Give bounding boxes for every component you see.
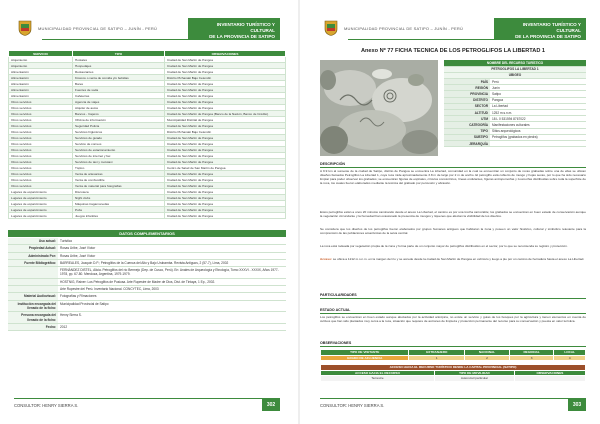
table-cell: Alquiler de autos xyxy=(73,105,165,111)
complementary-key: Uso actual: xyxy=(8,238,58,245)
table-cell: Máquinas tragamonedas xyxy=(73,201,165,207)
sheet-key: ALTITUD xyxy=(444,110,490,116)
description-paragraph: A 9.9 km al suroeste de la ciudad de Satipo, distrito de Pangoa se encuentra La Libertad, comunidad en la cual se encuentran un conjunto de rocas grabadas sobre una de ellas se ubican diseños llamados Petroglifos La Libertad 1, cuya roca mide aproximadamente 3.8 m de largo por 2 m de ancho. El petroglifo está cubierto de musgo y hojas secas, por lo que ha sido necesario limpiar para poder observar los grabados; se encuentran figuras de espirales, círculos concéntricos, líneas ondulantes, figuras antropomorfas y zoomorfas distribuidas sobre toda la superficie de la roca, los cuales fueron elaborados mediante la técnica del grabado por percusión y abrasión. xyxy=(320,169,586,186)
sheet-value: 1252 m.s.n.m. xyxy=(490,110,586,116)
table-cell: Ciudad de San Martín de Pangoa (Banco de la Nación, Banco de Crédito) xyxy=(165,111,286,117)
table-cell: Pubs xyxy=(73,207,165,213)
table-cell: Otros servicios xyxy=(9,177,73,183)
table-cell: Bancos - Cajeros xyxy=(73,111,165,117)
complementary-row xyxy=(8,267,286,279)
grade-value: 2 xyxy=(465,355,510,361)
table-cell: Ciudad de San Martín de Pangoa xyxy=(165,159,286,165)
table-cell: Servicios de guiado xyxy=(73,135,165,141)
table-cell: Lugares de esparcimiento xyxy=(9,213,73,219)
sheet-key: CATEGORÍA xyxy=(444,122,490,128)
table-cell: Ciudad de San Martín de Pangoa xyxy=(165,57,286,63)
complementary-row xyxy=(8,252,286,259)
visitor-col-header: REGIONAL xyxy=(509,350,554,356)
visitor-col-header: NACIONAL xyxy=(465,350,510,356)
table-cell: Ciudad de San Martín de Pangoa xyxy=(165,141,286,147)
table-cell: Ciudad de San Martín de Pangoa xyxy=(165,93,286,99)
complementary-row xyxy=(8,278,286,285)
page-number: 303 xyxy=(568,399,586,411)
table-cell: Alojamiento xyxy=(9,57,73,63)
sheet-key: DISTRITO xyxy=(444,97,490,103)
complementary-row xyxy=(8,238,286,245)
table-cell: Otros servicios xyxy=(9,153,73,159)
visitor-type-header: TIPO DE VISITANTE xyxy=(321,350,409,356)
table-cell: Agencia de viajes xyxy=(73,99,165,105)
complementary-table xyxy=(8,238,286,331)
table-cell: Ciudad de San Martín de Pangoa xyxy=(165,63,286,69)
table-cell: Ciudad de San Martín de Pangoa xyxy=(165,123,286,129)
table-cell: Municipalidad Distrital de Pangoa xyxy=(165,117,286,123)
complementary-value: Arte Rupestre del Perú. Inventario Nacional. CONCYTEC, Lima, 2003 xyxy=(58,286,286,293)
table-cell: Kioscos o venta de comida y/o bebidas xyxy=(73,75,165,81)
table-cell: Restaurantes xyxy=(73,69,165,75)
sheet-value: Manifestaciones culturales xyxy=(490,122,586,128)
table-cell: Bares xyxy=(73,81,165,87)
header-title-line1: INVENTARIO TURÍSTICO Y CULTURAL xyxy=(216,22,275,33)
table-cell: Otros servicios xyxy=(9,183,73,189)
access-label: Acceso: xyxy=(320,257,333,261)
header-rule xyxy=(348,39,494,40)
sheet-key: REGIÓN xyxy=(444,85,490,91)
complementary-value: BARREALES, Joaquín D.P.; Petroglifos de la Cuenca del Alto y Bajo Urubamba. Revista Antiguos, 2 (57-7), Lima, 2002 xyxy=(58,259,286,266)
table-cell: Alimentación xyxy=(9,75,73,81)
municipality-logo-icon xyxy=(324,20,338,36)
petroglyph-photo xyxy=(320,60,438,156)
column-header: TIPO xyxy=(73,51,165,57)
complementary-value: Henry Sierra S. xyxy=(58,312,286,324)
complementary-row xyxy=(8,245,286,252)
table-cell: Alojamiento xyxy=(9,63,73,69)
sheet-value: La Libertad xyxy=(490,103,586,109)
table-cell: Tópico xyxy=(73,165,165,171)
table-row xyxy=(9,213,286,219)
table-cell: Alimentación xyxy=(9,69,73,75)
table-cell: Servicios higiénicos xyxy=(73,129,165,135)
complementary-row xyxy=(8,286,286,293)
table-cell: Otros servicios xyxy=(9,111,73,117)
services-table xyxy=(8,50,286,219)
table-cell: Ciudad de San Martín de Pangoa xyxy=(165,189,286,195)
visitor-col-header: LOCAL xyxy=(554,350,586,356)
complementary-key: Administrado Por: xyxy=(8,252,58,259)
footer-consultant: CONSULTOR: HENRY SIERRA S. xyxy=(320,403,385,408)
table-cell: Otros servicios xyxy=(9,141,73,147)
access-table xyxy=(320,364,586,382)
table-cell: Ciudad de San Martín de Pangoa xyxy=(165,201,286,207)
particularidades-title: PARTICULARIDADES xyxy=(320,293,586,299)
complementary-value: HOSTNIG, Rainer: Los Petroglifos de Pusiusa. Arte Rupestre de Madre de Dios, Dist. de Tintaya, 1 Ep., 2002. xyxy=(58,278,286,285)
table-cell: Alimentación xyxy=(9,93,73,99)
description-title: DESCRIPCIÓN xyxy=(320,162,586,168)
complementary-key: Material Audiovisual: xyxy=(8,293,58,300)
grade-value: 4 xyxy=(554,355,586,361)
table-cell: Venta de material para fotografías xyxy=(73,183,165,189)
table-cell: Distrito Pichanaki Bajo Celendín xyxy=(165,129,286,135)
access-text: se ubica a 1212 m.s.n.m. en la margen del río y se accede desde la ciudad de San Martín de Pangoa en vehículo y luego a pie por un camino de herradura hasta el anexo La Libertad. xyxy=(332,257,585,261)
complementary-value: Turístico xyxy=(58,238,286,245)
complementary-value: FERNÁNDEZ DISTEL, Alicia. Petroglifos del río Bermejo (Dep. de Cusco, Perú). En: Anales de Arqueología y Etnología, Tomo XXXVI - XXXIX, Años 1977-1978, pp. 67-80. Mendoza, Argentina, 1979-1979. xyxy=(58,267,286,279)
complementary-value: 2012 xyxy=(58,323,286,330)
table-cell: Ciudad de San Martín de Pangoa xyxy=(165,207,286,213)
complementary-value: Fotografías y Filmaciones xyxy=(58,293,286,300)
visitor-grade-row xyxy=(321,355,586,361)
description-paragraph: La roca está rodeada por vegetación propia de la zona y forma parte de un conjunto mayor de petroglifos distribuidos en el sector, por lo que se recomienda su registro y protección. xyxy=(320,244,568,248)
table-cell: Night clubs xyxy=(73,195,165,201)
complementary-row xyxy=(8,259,286,266)
table-cell: Ciudad de San Martín de Pangoa xyxy=(165,99,286,105)
header-title-line2: DE LA PROVINCIA DE SATIPO xyxy=(515,34,581,39)
sheet-value: Perú xyxy=(490,79,586,85)
complementary-row xyxy=(8,323,286,330)
table-cell: Otros servicios xyxy=(9,147,73,153)
table-cell: Oficina de información xyxy=(73,117,165,123)
complementary-row xyxy=(8,300,286,312)
description-paragraph: Estos petroglifos están a unos 20 minutos caminando desde el anexo La Libertad, el camino es por una trocha carrozable; los grabados se encuentran en buen estado de conservación aunque la vegetación circundante y la humedad han ocasionado la presencia de musgos y líquenes que afectan la visibilidad de los diseños. xyxy=(320,210,586,219)
municipality-logo-icon xyxy=(18,20,32,36)
table-cell: Alimentación xyxy=(9,81,73,87)
ubigeo-label: UBIGEO xyxy=(444,72,586,78)
table-cell: Ciudad de San Martín de Pangoa xyxy=(165,105,286,111)
table-cell: Hospedajes xyxy=(73,63,165,69)
table-cell: Servicios de internet y fax xyxy=(73,153,165,159)
sheet-key: SUBTIPO xyxy=(444,134,490,140)
page-footer xyxy=(14,398,280,412)
access-paragraph xyxy=(320,257,586,261)
table-cell: Hostales xyxy=(73,57,165,63)
complementary-key: Fecha: xyxy=(8,323,58,330)
organization-name: MUNICIPALIDAD PROVINCIAL DE SATIPO – JUNÍN - PERÚ xyxy=(344,26,464,31)
visitor-col-header: EXTRANJERO xyxy=(409,350,465,356)
table-cell: Ciudad de San Martín de Pangoa xyxy=(165,147,286,153)
sheet-value: 18 L 0 531594 8767022 xyxy=(490,116,586,122)
sheet-value xyxy=(490,140,586,146)
table-cell: Otros servicios xyxy=(9,105,73,111)
page-number: 302 xyxy=(262,399,280,411)
access-cell: Automóvil particular xyxy=(434,376,514,382)
table-cell: Ciudad de San Martín de Pangoa xyxy=(165,213,286,219)
table-cell: Otros servicios xyxy=(9,165,73,171)
sheet-key: UTM xyxy=(444,116,490,122)
access-col-header: TIPO DE MOVILIDAD xyxy=(434,370,514,376)
table-cell: Juegos infantiles xyxy=(73,213,165,219)
table-cell: Venta de combustible xyxy=(73,177,165,183)
table-cell: Discoteca xyxy=(73,189,165,195)
table-cell: Alimentación xyxy=(9,87,73,93)
table-cell: Seguridad Policía xyxy=(73,123,165,129)
complementary-key xyxy=(8,267,58,279)
description-paragraph: Se considera que los diseños de los petroglifos fueron elaborados por grupos humanos antiguos que habitaron la zona y poseen un valor histórico, cultural y simbólico relevante para la comprensión de las poblaciones amazónicas de la selva central. xyxy=(320,227,586,236)
table-cell: Ciudad de San Martín de Pangoa xyxy=(165,135,286,141)
table-cell: Ciudad de San Martín de Pangoa xyxy=(165,195,286,201)
header-rule xyxy=(42,39,188,40)
grade-label: GRADO DE AFLUENCIA xyxy=(321,355,409,361)
estado-actual-title: ESTADO ACTUAL xyxy=(320,308,586,314)
table-cell: Servicio de correos xyxy=(73,141,165,147)
complementary-value: Municipalidad Provincial de Satipo xyxy=(58,300,286,312)
table-cell: Lugares de esparcimiento xyxy=(9,189,73,195)
access-cell xyxy=(514,376,585,382)
complementary-key: Fuente Bibliográfica: xyxy=(8,259,58,266)
header-title-line1: INVENTARIO TURÍSTICO Y CULTURAL xyxy=(522,22,581,33)
table-cell: Ciudad de San Martín de Pangoa xyxy=(165,183,286,189)
table-cell: Otros servicios xyxy=(9,171,73,177)
header-title-box xyxy=(188,18,280,40)
table-cell: Ciudad de San Martín de Pangoa xyxy=(165,69,286,75)
table-cell: Ciudad de San Martín de Pangoa xyxy=(165,171,286,177)
complementary-table-body xyxy=(8,238,286,331)
resource-name: PETROGLIFOS LA LIBERTAD 1 xyxy=(444,66,586,72)
sheet-value: Petroglifos (grabados en piedra) xyxy=(490,134,586,140)
complementary-title: DATOS COMPLEMENTARIOS xyxy=(8,230,286,237)
table-cell: Centro de Salud de San Martín de Pangoa xyxy=(165,165,286,171)
table-cell: Otros servicios xyxy=(9,159,73,165)
right-page xyxy=(310,8,596,418)
sheet-key: TIPO xyxy=(444,128,490,134)
table-cell: Otros servicios xyxy=(9,135,73,141)
header-title-box xyxy=(494,18,586,40)
access-cell: Terrestre xyxy=(321,376,435,382)
sheet-row xyxy=(444,140,586,146)
table-cell: Lugares de esparcimiento xyxy=(9,201,73,207)
observaciones-title: OBSERVACIONES xyxy=(320,341,586,347)
access-col-header: ACCESO HACIA EL RECURSO xyxy=(321,370,435,376)
complementary-key xyxy=(8,278,58,285)
table-cell: Ciudad de San Martín de Pangoa xyxy=(165,153,286,159)
grade-value: 3 xyxy=(509,355,554,361)
sheet-value: Satipo xyxy=(490,91,586,97)
header-title-line2: DE LA PROVINCIA DE SATIPO xyxy=(209,34,275,39)
sheet-value: Pangoa xyxy=(490,97,586,103)
complementary-key: Persona encargada del llenado de la ficha: xyxy=(8,312,58,324)
table-cell: Fuentes de soda xyxy=(73,87,165,93)
visitor-table xyxy=(320,349,586,361)
table-cell: Lugares de esparcimiento xyxy=(9,195,73,201)
technical-sheet-body xyxy=(444,60,586,147)
page-footer xyxy=(320,398,586,412)
services-table-body xyxy=(9,57,286,219)
access-row xyxy=(321,376,586,382)
complementary-key: Institución encargada del llenado de la ficha: xyxy=(8,300,58,312)
table-cell: Cafeterías xyxy=(73,93,165,99)
table-cell: Otros servicios xyxy=(9,99,73,105)
annex-title: Anexo Nº 77 FICHA TECNICA DE LOS PETROGLIFOS LA LIBERTAD 1 xyxy=(360,48,546,54)
complementary-key: Propiedad Actual: xyxy=(8,245,58,252)
complementary-key xyxy=(8,286,58,293)
complementary-value: Rosas Uribe, José Víctor xyxy=(58,252,286,259)
table-cell: Distrito Pichanaki Bajo Celendín xyxy=(165,75,286,81)
footer-consultant: CONSULTOR: HENRY SIERRA S. xyxy=(14,403,79,408)
sheet-key: PROVINCIA xyxy=(444,91,490,97)
sheet-key: JERARQUÍA xyxy=(444,140,490,146)
left-page xyxy=(4,8,290,418)
table-cell: Lugares de esparcimiento xyxy=(9,207,73,213)
table-cell: Otros servicios xyxy=(9,123,73,129)
table-cell: Otros servicios xyxy=(9,129,73,135)
sheet-key: SECTOR xyxy=(444,103,490,109)
complementary-row xyxy=(8,293,286,300)
complementary-row xyxy=(8,312,286,324)
table-cell: Venta de artesanías xyxy=(73,171,165,177)
sheet-value: Sitios arqueológicos xyxy=(490,128,586,134)
complementary-value: Rosas Uribe, José Víctor xyxy=(58,245,286,252)
table-cell: Ciudad de San Martín de Pangoa xyxy=(165,177,286,183)
table-cell: Servicios de estacionamiento xyxy=(73,147,165,153)
table-cell: Otros servicios xyxy=(9,117,73,123)
access-header: ACCESO HACIA EL RECURSO TURÍSTICO DESDE LA CAPITAL PROVINCIAL (SATIPO) xyxy=(321,365,586,371)
grade-value: 1 xyxy=(409,355,465,361)
column-header: OBSERVACIONES xyxy=(165,51,286,57)
organization-name: MUNICIPALIDAD PROVINCIAL DE SATIPO – JUNÍN - PERÚ xyxy=(38,26,158,31)
table-cell: Ciudad de San Martín de Pangoa xyxy=(165,81,286,87)
column-header: SERVICIO xyxy=(9,51,73,57)
access-col-header: OBSERVACIONES xyxy=(514,370,585,376)
table-cell: Ciudad de San Martín de Pangoa xyxy=(165,87,286,93)
page-gutter xyxy=(298,0,300,424)
sheet-value: Junín xyxy=(490,85,586,91)
resource-name-label: NOMBRE DEL RECURSO TURÍSTICO xyxy=(444,60,586,66)
table-cell: Servicios de taxi y mototaxi xyxy=(73,159,165,165)
technical-sheet-table xyxy=(444,60,586,147)
estado-actual-paragraph: Los petroglifos se encuentran en buen estado aunque afectados por la actividad antrópica, no existe un servicio y guías de los bosques por la agricultura y tienen elementos en cuenta de cultivos que han sido plantados muy cerca a la roca, situación que requiere de acciones de limpieza y protección permanente del recurso para su conservación y puesta en valor turística. xyxy=(320,315,586,324)
sheet-key: PAÍS xyxy=(444,79,490,85)
